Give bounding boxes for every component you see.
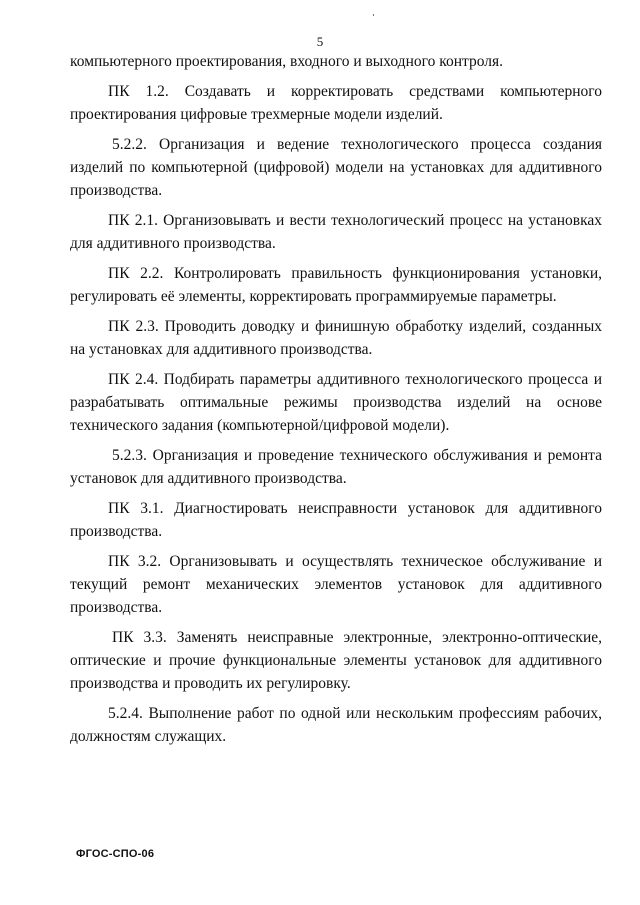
paragraph-section-5-2-4: 5.2.4. Выполнение работ по одной или нескольким профессиям рабочих, должностям служащих. [70, 705, 602, 745]
paragraph-pk-2-2: ПК 2.2. Контролировать правильность функционирования установки, регулировать её элементы, корректировать программируемые параметры. [70, 265, 602, 305]
paragraph-section-5-2-3: 5.2.3. Организация и проведение технического обслуживания и ремонта установок для аддитивного производства. [70, 447, 602, 487]
paragraph-pk-3-3: ПК 3.3. Заменять неисправные электронные, электронно-оптические, оптические и прочие функциональные элементы установок для аддитивного производства и проводить их регулировку. [70, 629, 602, 692]
footer-document-code: ФГОС-СПО-06 [76, 848, 155, 860]
document-body [70, 50, 602, 755]
page-number: 5 [316, 34, 324, 49]
paragraph-pk-2-4: ПК 2.4. Подбирать параметры аддитивного технологического процесса и разрабатывать оптимальные режимы производства изделий на основе технического задания (компьютерной/цифровой модели). [70, 371, 602, 434]
paragraph-continuation: компьютерного проектирования, входного и выходного контроля. [70, 53, 504, 70]
paragraph-pk-2-1: ПК 2.1. Организовывать и вести технологический процесс на установках для аддитивного производства. [70, 212, 602, 252]
paragraph-pk-2-3: ПК 2.3. Проводить доводку и финишную обработку изделий, созданных на установках для аддитивного производства. [70, 318, 602, 358]
paragraph-section-5-2-2: 5.2.2. Организация и ведение технологического процесса создания изделий по компьютерной (цифровой) модели на установках для аддитивного производства. [70, 136, 602, 199]
paragraph-pk-3-1: ПК 3.1. Диагностировать неисправности установок для аддитивного производства. [70, 500, 602, 540]
paragraph-pk-3-2: ПК 3.2. Организовывать и осуществлять техническое обслуживание и текущий ремонт механических элементов установок для аддитивного производства. [70, 553, 602, 616]
scan-speck [373, 14, 374, 16]
paragraph-pk-1-2: ПК 1.2. Создавать и корректировать средствами компьютерного проектирования цифровые трехмерные модели изделий. [70, 83, 602, 123]
